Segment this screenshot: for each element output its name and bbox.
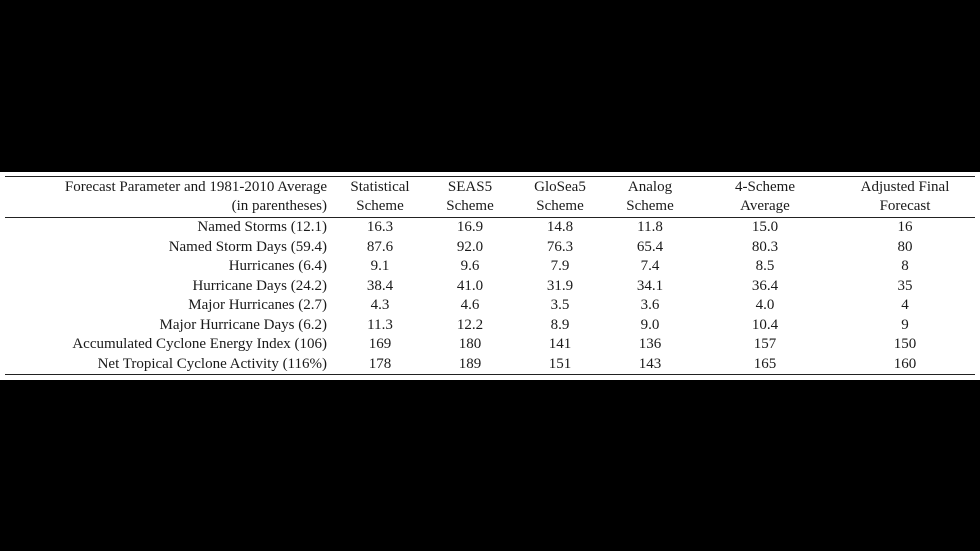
value-cell: 36.4: [751, 277, 779, 294]
header-line: SEAS5: [447, 179, 493, 195]
column-header: [835, 177, 975, 218]
value-cell: 9.1: [370, 258, 390, 274]
column-header: [335, 177, 425, 218]
value-cell: 92.0: [456, 238, 484, 255]
parameter-label: Hurricanes (6.4): [228, 258, 327, 274]
value-cell: 3.6: [640, 297, 660, 313]
value-cell: 4: [901, 297, 909, 313]
value-cell: 160: [893, 355, 917, 372]
column-header: [515, 177, 605, 218]
value-cell: 38.4: [366, 277, 394, 294]
parameter-label: Named Storm Days (59.4): [168, 238, 327, 255]
table-row: [5, 355, 975, 375]
value-cell: 14.8: [546, 219, 574, 235]
value-cell: 31.9: [546, 277, 574, 294]
value-cell: 4.0: [755, 297, 775, 313]
table-row: [5, 218, 975, 238]
table-row: [5, 316, 975, 336]
value-cell: 76.3: [546, 238, 574, 255]
table-row: [5, 296, 975, 316]
header-line: Scheme: [536, 198, 584, 214]
header-row: [5, 177, 975, 218]
value-cell: 136: [638, 336, 662, 352]
value-cell: 9.0: [640, 316, 660, 333]
parameter-label: Named Storms (12.1): [197, 219, 327, 235]
value-cell: 9: [901, 316, 909, 333]
value-cell: 178: [368, 355, 392, 372]
value-cell: 16: [897, 219, 913, 235]
column-header: [425, 177, 515, 218]
header-line: Statistical: [350, 179, 410, 195]
value-cell: 8.9: [550, 316, 570, 333]
header-line: Forecast Parameter and 1981-2010 Average: [64, 179, 327, 195]
value-cell: 8.5: [755, 258, 775, 274]
column-header: [695, 177, 835, 218]
forecast-table: [5, 176, 975, 375]
value-cell: 11.3: [367, 316, 393, 333]
value-cell: 10.4: [751, 316, 779, 333]
column-header: [605, 177, 695, 218]
value-cell: 80.3: [751, 238, 779, 255]
parameter-label: Net Tropical Cyclone Activity (116%): [97, 355, 327, 372]
value-cell: 4.3: [370, 297, 390, 313]
header-line: GloSea5: [534, 179, 586, 195]
value-cell: 151: [548, 355, 572, 372]
table-row: [5, 335, 975, 355]
value-cell: 34.1: [636, 277, 664, 294]
value-cell: 11.8: [637, 219, 663, 235]
value-cell: 180: [458, 336, 482, 352]
value-cell: 157: [753, 336, 777, 352]
parameter-label: Major Hurricane Days (6.2): [159, 316, 327, 333]
value-cell: 8: [901, 258, 909, 274]
value-cell: 7.9: [550, 258, 570, 274]
parameter-label: Major Hurricanes (2.7): [188, 297, 327, 313]
header-line: (in parentheses): [231, 198, 327, 214]
value-cell: 3.5: [550, 297, 570, 313]
header-parameter: [5, 177, 335, 218]
table-row: [5, 238, 975, 258]
table-row: [5, 257, 975, 277]
table-panel: [0, 172, 980, 380]
header-line: 4-Scheme: [735, 179, 795, 195]
value-cell: 41.0: [456, 277, 484, 294]
header-line: Scheme: [446, 198, 494, 214]
value-cell: 16.9: [456, 219, 484, 235]
value-cell: 87.6: [366, 238, 394, 255]
value-cell: 141: [548, 336, 572, 352]
value-cell: 65.4: [636, 238, 664, 255]
table-body: [5, 218, 975, 375]
parameter-label: Hurricane Days (24.2): [192, 277, 327, 294]
value-cell: 7.4: [640, 258, 660, 274]
value-cell: 12.2: [456, 316, 484, 333]
header-line: Analog: [627, 179, 673, 195]
header-line: Forecast: [879, 198, 931, 214]
parameter-label: Accumulated Cyclone Energy Index (106): [72, 336, 327, 352]
table-row: [5, 277, 975, 297]
value-cell: 9.6: [460, 258, 480, 274]
value-cell: 16.3: [366, 219, 394, 235]
value-cell: 169: [368, 336, 392, 352]
value-cell: 15.0: [751, 219, 779, 235]
value-cell: 143: [638, 355, 662, 372]
value-cell: 4.6: [460, 297, 480, 313]
value-cell: 80: [897, 238, 913, 255]
header-line: Average: [740, 198, 790, 214]
value-cell: 189: [458, 355, 482, 372]
header-line: Adjusted Final: [860, 179, 950, 195]
value-cell: 165: [753, 355, 777, 372]
table-header: [5, 177, 975, 218]
value-cell: 35: [897, 277, 913, 294]
header-line: Scheme: [626, 198, 674, 214]
header-line: Scheme: [356, 198, 404, 214]
value-cell: 150: [893, 336, 917, 352]
